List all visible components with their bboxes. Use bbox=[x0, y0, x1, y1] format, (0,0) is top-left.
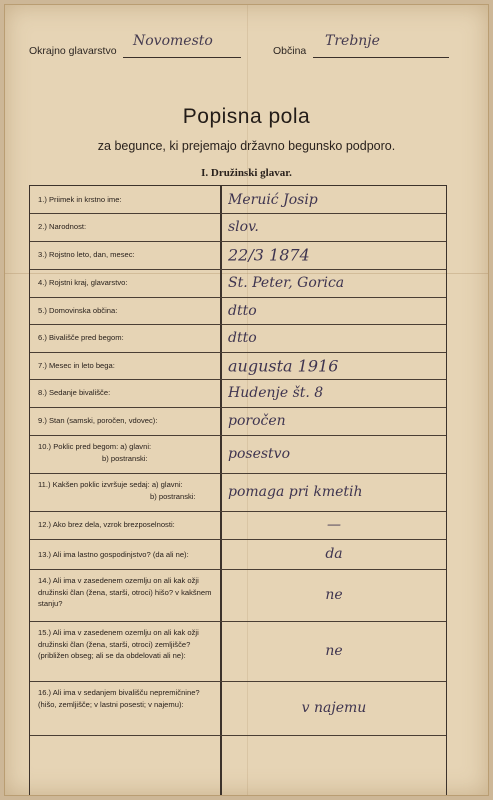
handwritten-answer: slov. bbox=[228, 219, 259, 235]
form-row bbox=[30, 569, 446, 622]
handwritten-answer: dtto bbox=[228, 302, 257, 319]
questionnaire-table bbox=[29, 185, 447, 796]
form-row bbox=[30, 681, 446, 736]
question-text: 15.) Ali ima v zasedenem ozemlju on ali kak ožji družinski član (žena, starši, otroci) zemljišče? (približen obseg; ali se da obdelovati ali ne): bbox=[38, 628, 199, 660]
question-label bbox=[38, 415, 216, 427]
handwritten-answer: Meruić Josip bbox=[228, 191, 318, 208]
question-label bbox=[38, 277, 216, 289]
question-text: 11.) Kakšen poklic izvršuje sedaj: a) glavni: bbox=[38, 480, 183, 489]
question-label bbox=[38, 194, 216, 206]
question-text: 14.) Ali ima v zasedenem ozemlju on ali kak ožji družinski član (žena, starši, otroci) hišo? v kakšnem stanju? bbox=[38, 576, 212, 608]
district-value: Novomesto bbox=[133, 33, 213, 49]
handwritten-answer: — bbox=[327, 517, 341, 533]
handwritten-answer: poročen bbox=[228, 413, 286, 429]
question-text: 6.) Bivališče pred begom: bbox=[38, 333, 124, 342]
form-row bbox=[30, 435, 446, 474]
question-label bbox=[38, 305, 216, 317]
form-row bbox=[30, 379, 446, 408]
question-label bbox=[38, 441, 216, 464]
form-row bbox=[30, 407, 446, 436]
question-text: 4.) Rojstni kraj, glavarstvo: bbox=[38, 278, 128, 287]
question-text: 10.) Poklic pred begom: a) glavni: bbox=[38, 442, 152, 451]
question-label bbox=[38, 549, 216, 561]
handwritten-answer: v najemu bbox=[301, 700, 367, 716]
question-text: 9.) Stan (samski, poročen, vdovec): bbox=[38, 416, 158, 425]
question-text: 2.) Narodnost: bbox=[38, 222, 87, 231]
form-subtitle: za begunce, ki prejemajo državno begunsko podporo. bbox=[97, 139, 396, 153]
form-row bbox=[30, 511, 446, 540]
form-row bbox=[30, 473, 446, 512]
question-text: 1.) Priimek in krstno ime: bbox=[38, 195, 122, 204]
form-row bbox=[30, 297, 446, 325]
handwritten-answer: posestvo bbox=[228, 446, 291, 462]
form-row bbox=[30, 213, 446, 242]
form-row bbox=[30, 621, 446, 682]
question-text: 13.) Ali ima lastno gospodinjstvo? (da ali ne): bbox=[38, 550, 189, 559]
question-label bbox=[38, 249, 216, 261]
question-label bbox=[38, 575, 216, 610]
handwritten-answer: 22/3 1874 bbox=[228, 245, 310, 265]
form-row bbox=[30, 352, 446, 380]
question-text: 8.) Sedanje bivališče: bbox=[38, 388, 111, 397]
question-subtext: b) postranski: bbox=[102, 453, 148, 463]
question-text: 7.) Mesec in leto bega: bbox=[38, 361, 115, 370]
municipality-value: Trebnje bbox=[325, 33, 380, 49]
form-row bbox=[30, 539, 446, 570]
handwritten-answer: ne bbox=[325, 643, 343, 659]
question-text: 3.) Rojstno leto, dan, mesec: bbox=[38, 250, 135, 259]
question-text: 16.) Ali ima v sedanjem bivališču nepremičnine? (hišo, zemljišče; v lastni posesti; v najemu): bbox=[38, 688, 200, 709]
question-label bbox=[38, 479, 216, 502]
section-heading: I. Družinski glavar. bbox=[201, 167, 292, 179]
district-label: Okrajno glavarstvo bbox=[29, 45, 117, 57]
census-form-sheet bbox=[4, 4, 489, 796]
question-label bbox=[38, 332, 216, 344]
handwritten-answer: augusta 1916 bbox=[228, 356, 339, 375]
question-label bbox=[38, 627, 216, 662]
form-row bbox=[30, 269, 446, 298]
handwritten-answer: da bbox=[325, 546, 343, 562]
municipality-underline bbox=[313, 57, 449, 58]
municipality-label: Občina bbox=[273, 45, 307, 57]
form-title: Popisna pola bbox=[182, 105, 311, 128]
district-underline bbox=[123, 57, 241, 58]
handwritten-answer: St. Peter, Gorica bbox=[228, 275, 345, 291]
handwritten-answer: ne bbox=[325, 587, 343, 603]
question-label bbox=[38, 519, 216, 531]
handwritten-answer: dtto bbox=[228, 330, 257, 346]
form-row bbox=[30, 241, 446, 270]
question-label bbox=[38, 360, 216, 372]
question-text: 5.) Domovinska občina: bbox=[38, 306, 118, 315]
form-row bbox=[30, 324, 446, 353]
question-text: 12.) Ako brez dela, vzrok brezposelnosti: bbox=[38, 520, 175, 529]
question-label bbox=[38, 687, 216, 710]
handwritten-answer: pomaga pri kmetih bbox=[228, 484, 363, 500]
form-row bbox=[30, 186, 446, 214]
question-subtext: b) postranski: bbox=[150, 491, 196, 501]
question-label bbox=[38, 221, 216, 233]
question-label bbox=[38, 387, 216, 399]
handwritten-answer: Hudenje št. 8 bbox=[228, 385, 324, 401]
